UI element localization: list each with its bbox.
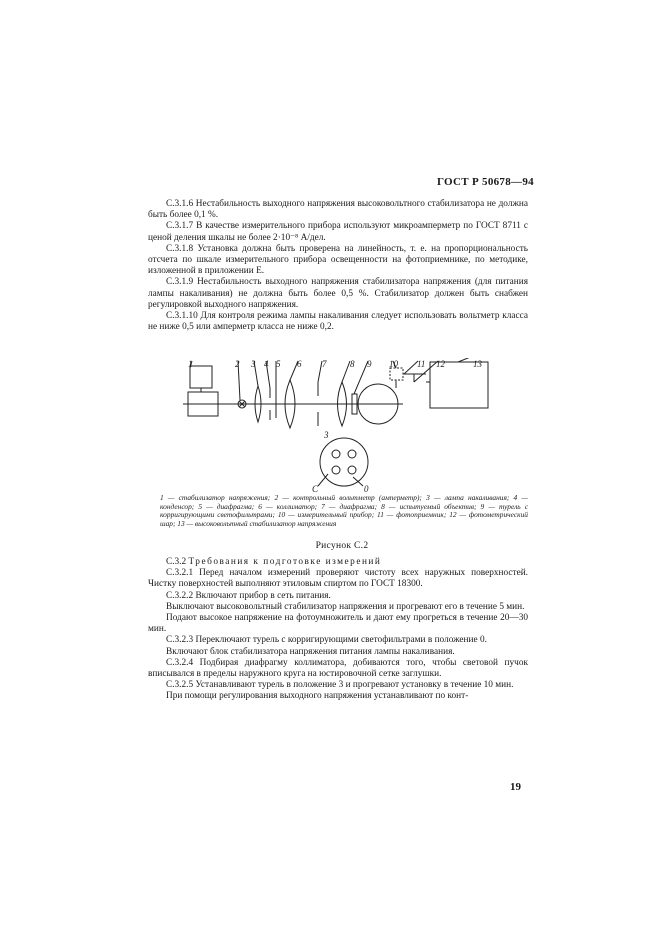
paragraph: Выключают высоковольтный стабилизатор напряжения и прогревают его в течение 5 мин. bbox=[166, 601, 525, 612]
label-8: 8 bbox=[350, 359, 355, 369]
label-13: 13 bbox=[473, 359, 482, 369]
paragraph: С.3.1.9 Нестабильность выходного напряжения стабилизатора напряжения (для питания лампы накаливания) не должна быть более 0,5 %. Стабилизатор должен быть снабжен регулировкой выходного напряжения. bbox=[148, 277, 528, 310]
label-10: 10 bbox=[389, 359, 398, 369]
paragraph: Включают блок стабилизатора напряжения питания лампы накаливания. bbox=[166, 646, 455, 657]
label-4: 4 bbox=[264, 359, 269, 369]
page-number: 19 bbox=[510, 781, 521, 793]
paragraph: С.3.2.3 Переключают турель с корригирующими светофильтрами в положение 0. bbox=[166, 635, 487, 646]
paragraph: С.3.2.4 Подбирая диафрагму коллиматора, добиваются того, чтобы световой пучок вписывался в пределы наружного круга на юстировочной сетке заглушки. bbox=[148, 657, 528, 680]
photodetector-box bbox=[390, 368, 403, 380]
stabilizer-box bbox=[190, 366, 212, 388]
label-1: 1 bbox=[188, 359, 193, 369]
section-heading bbox=[148, 557, 528, 568]
label-12: 12 bbox=[436, 359, 445, 369]
paragraph: С.3.1.8 Установка должна быть проверена на линейность, т. е. на пропорциональность отсчета по шкале измерительного прибора освещенности на фотоприемнике, по методике, изложенной в приложении Е. bbox=[148, 243, 528, 277]
paragraph: С.3.1.10 Для контроля режима лампы накаливания следует использовать вольтметр класса не ниже 0,5 или амперметр класса не ниже 0,2. bbox=[148, 311, 528, 333]
paragraph: С.3.1.6 Нестабильность выходного напряжения высоковольтного стабилизатора не должна быть более 0,1 %. bbox=[148, 199, 528, 221]
label-2: 2 bbox=[235, 359, 240, 369]
paragraph: С.3.1.7 В качестве измерительного прибора используют микроамперметр по ГОСТ 8711 с ценой деления шкалы не более 2·10⁻⁸ А/дел. bbox=[148, 221, 528, 243]
page-header: ГОСТ Р 50678—94 bbox=[437, 176, 534, 188]
paragraph: С.3.2.5 Устанавливают турель в положение 3 и прогревают установку в течение 10 мин. bbox=[166, 680, 514, 691]
optical-setup-diagram bbox=[178, 358, 498, 493]
label-0: 0 bbox=[364, 484, 369, 493]
paragraph: При помощи регулирования выходного напряжения устанавливают по конт- bbox=[166, 691, 469, 702]
label-6: 6 bbox=[297, 359, 302, 369]
paragraph: Подают высокое напряжение на фотоумножитель и дают ему прогреться в течение 20—30 мин. bbox=[148, 613, 528, 635]
label-c: С bbox=[312, 484, 319, 493]
label-turret-3: 3 bbox=[324, 430, 329, 440]
diagram-svg bbox=[178, 358, 498, 493]
label-3: 3 bbox=[251, 359, 256, 369]
figure-caption: Рисунок С.2 bbox=[315, 541, 369, 551]
section-number: С.3.2 bbox=[166, 557, 187, 567]
bottom-text-block bbox=[148, 557, 528, 703]
figure-legend bbox=[160, 494, 528, 528]
label-5: 5 bbox=[276, 359, 281, 369]
legend-text: 1 — стабилизатор напряжения; 2 — контрольный вольтметр (амперметр); 3 — лампа накаливания; 4 — конденсор; 5 — диафрагма; 6 — коллиматор; 7 — диафрагма; 8 — испытуемый объектив; 9 — турель с корригирующими светофильтрами; 10 — измерительный прибор; 11 — фотоприемник; 12 — фотометрический шар; 13 — высоковольтный стабилизатор напряжения bbox=[160, 493, 528, 528]
top-text-block bbox=[148, 199, 528, 333]
label-11: 11 bbox=[417, 359, 426, 369]
section-title: Требования к подготовке измерений bbox=[188, 557, 382, 567]
label-7: 7 bbox=[322, 359, 327, 369]
paragraph: С.3.2.2 Включают прибор в сеть питания. bbox=[166, 590, 331, 601]
turret-wheel bbox=[320, 438, 368, 486]
paragraph: С.3.2.1 Перед началом измерений проверяют чистоту всех наружных поверхностей. Чистку поверхностей выполняют этиловым спиртом по ГОСТ 18300. bbox=[148, 568, 528, 590]
label-9: 9 bbox=[367, 359, 372, 369]
